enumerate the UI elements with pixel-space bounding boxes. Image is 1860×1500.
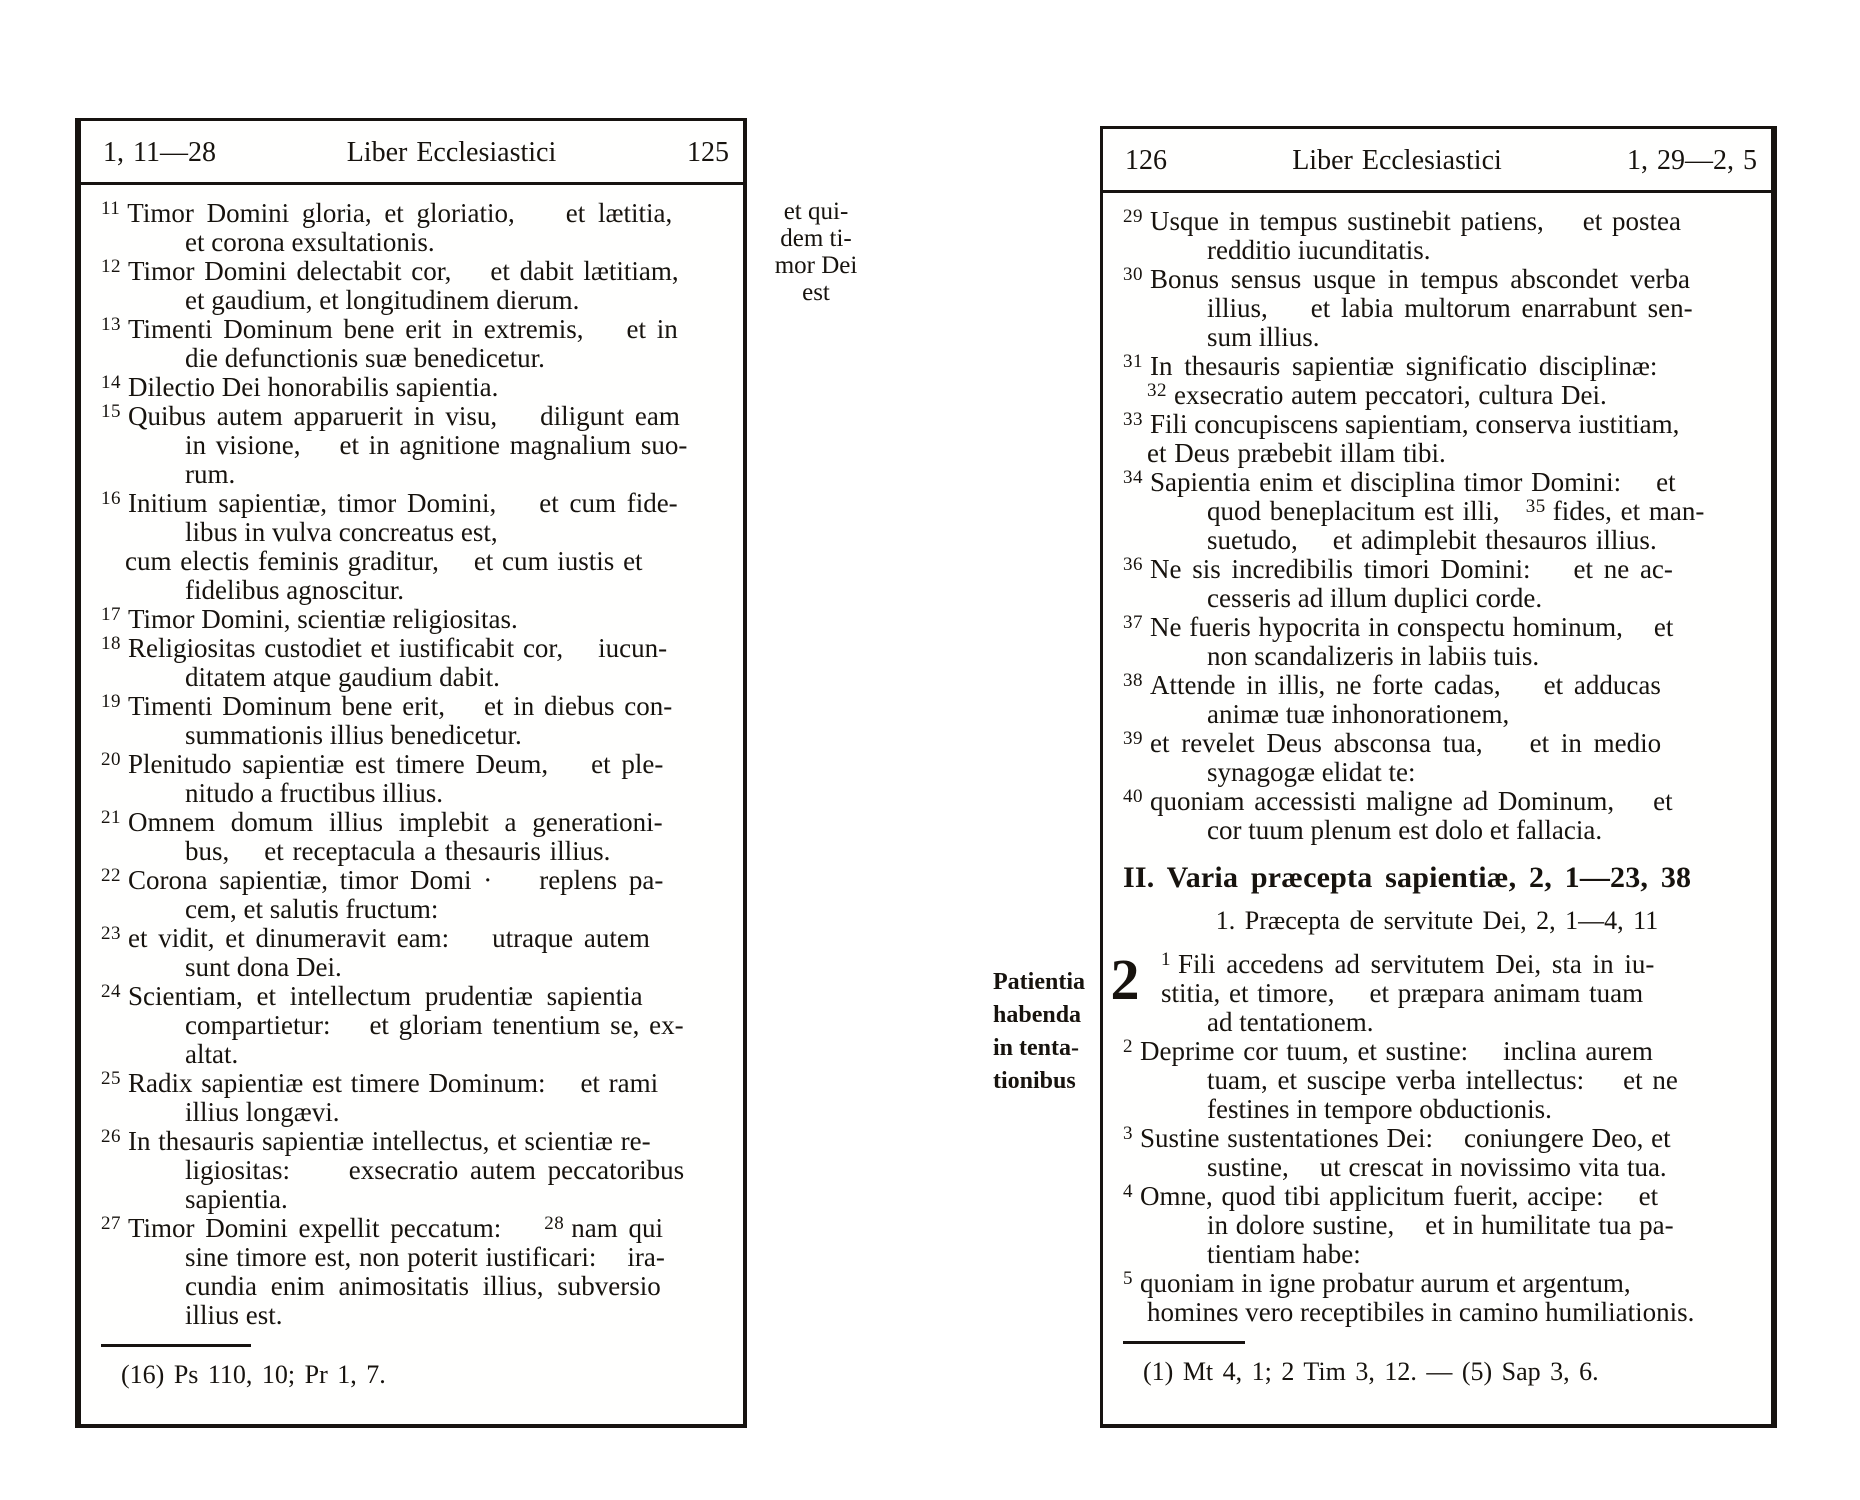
text-line: $^{36}$ Ne sis incredibilis timori Domini: et ne ac-	[1123, 554, 1673, 584]
text-line: $^{23}$ et vidit, et dinumeravit eam: utraque autem	[101, 923, 650, 953]
verse-number: 18	[101, 633, 121, 654]
verse-number: 39	[1123, 728, 1143, 749]
text-line: tuam, et suscipe verba intellectus: et ne	[1207, 1065, 1678, 1095]
text-line: $^{37}$ Ne fueris hypocrita in conspectu hominum, et	[1123, 612, 1674, 642]
text-line: illius longævi.	[185, 1097, 340, 1127]
right-footnote-rule	[1123, 1341, 1245, 1344]
verse-number: 25	[101, 1068, 121, 1089]
verse-number: 22	[101, 865, 121, 886]
text-line: cesseris ad illum duplici corde.	[1207, 583, 1543, 613]
text-line: $^{40}$ quoniam accessisti maligne ad Dominum, et	[1123, 786, 1673, 816]
verse-number: 20	[101, 749, 121, 770]
verse-number: 29	[1123, 206, 1143, 227]
text-line: sum illius.	[1207, 322, 1320, 352]
text-line: $^{29}$ Usque in tempus sustinebit patiens, et postea	[1123, 206, 1681, 236]
verse-number: 40	[1123, 786, 1143, 807]
verse-number: 34	[1123, 467, 1143, 488]
text-line: rum.	[185, 459, 236, 489]
chapter-2-block	[1103, 947, 1771, 1327]
text-line: tionibus	[993, 1068, 1076, 1094]
text-line: est	[802, 279, 830, 306]
right-page-header	[1103, 129, 1771, 193]
verse-number: 31	[1123, 351, 1143, 372]
verse-number: 23	[101, 923, 121, 944]
text-line: in dolore sustine, et in humilitate tua pa-	[1207, 1210, 1674, 1240]
text-line: $^{19}$ Timenti Dominum bene erit, et in diebus con-	[101, 691, 673, 721]
verse-number: 27	[101, 1213, 121, 1234]
text-line: $^{15}$ Quibus autem apparuerit in visu, diligunt eam	[101, 401, 680, 431]
text-line: $^{32}$ exsecratio autem peccatori, cultura Dei.	[1147, 380, 1607, 410]
verse-number: 36	[1123, 554, 1143, 575]
verse-number: 26	[101, 1126, 121, 1147]
text-line: stitia, et timore, et præpara animam tuam	[1161, 978, 1644, 1008]
verse-number: 21	[101, 807, 121, 828]
verse-number: 14	[101, 372, 121, 393]
verse-number: 38	[1123, 670, 1143, 691]
section-subheading: 1. Præcepta de servitute Dei, 2, 1—4, 11	[1215, 906, 1659, 935]
text-line: $^{30}$ Bonus sensus usque in tempus abscondet verba	[1123, 264, 1690, 294]
right-footnote: (1) Mt 4, 1; 2 Tim 3, 12. — (5) Sap 3, 6.	[1143, 1357, 1599, 1386]
text-line: redditio iucunditatis.	[1207, 235, 1431, 265]
verse-number: 4	[1123, 1181, 1133, 1202]
text-line: $^{33}$ Fili concupiscens sapientiam, conserva iustitiam,	[1123, 409, 1680, 439]
verse-number: 30	[1123, 264, 1143, 285]
text-line: cundia enim animositatis illius, subversio	[185, 1271, 661, 1301]
verse-number: 11	[101, 198, 121, 219]
verse-number: 24	[101, 981, 121, 1002]
text-line: quod beneplacitum est illi, $^{35}$ fides, et man-	[1207, 496, 1705, 526]
text-line: Patientia	[993, 969, 1085, 995]
text-line: in visione, et in agnitione magnalium suo-	[185, 430, 688, 460]
verse-number: 17	[101, 604, 121, 625]
right-page-body	[1103, 193, 1771, 845]
text-line: et corona exsultationis.	[185, 227, 435, 257]
text-line: animæ tuæ inhonorationem,	[1207, 699, 1510, 729]
verse-number: 16	[101, 488, 121, 509]
text-line: $^{18}$ Religiositas custodiet et iustificabit cor, iucun-	[101, 633, 668, 663]
text-line: $^{13}$ Timenti Dominum bene erit in extremis, et in	[101, 314, 678, 344]
verse-number: 19	[101, 691, 121, 712]
text-line: habenda	[993, 1002, 1082, 1028]
left-footnote-rule	[101, 1344, 251, 1347]
text-line: $^{16}$ Initium sapientiæ, timor Domini, et cum fide-	[101, 488, 678, 518]
text-line: nitudo a fructibus illius.	[185, 778, 443, 808]
chapter-number-dropcap: 2	[1110, 947, 1140, 1012]
left-page-number: 125	[687, 137, 729, 168]
text-line: libus in vulva concreatus est,	[185, 517, 498, 547]
right-page	[1100, 126, 1777, 1428]
text-line: $^{26}$ In thesauris sapientiæ intellectus, et scientiæ re-	[101, 1126, 651, 1156]
text-line: fidelibus agnoscitur.	[185, 575, 404, 605]
text-line: cor tuum plenum est dolo et fallacia.	[1207, 815, 1603, 845]
verse-number: 13	[101, 314, 121, 335]
text-line: ditatem atque gaudium dabit.	[185, 662, 500, 692]
text-line: compartietur: et gloriam tenentium se, ex-	[185, 1010, 684, 1040]
text-line: $^{20}$ Plenitudo sapientiæ est timere Deum, et ple-	[101, 749, 664, 779]
text-line: sine timore est, non poterit iustificari: ira-	[185, 1242, 665, 1272]
text-line: $^4$ Omne, quod tibi applicitum fuerit, accipe: et	[1123, 1181, 1659, 1211]
left-footnote: (16) Ps 110, 10; Pr 1, 7.	[121, 1360, 386, 1389]
text-line: sunt dona Dei.	[185, 952, 342, 982]
text-line: illius, et labia multorum enarrabunt sen-	[1207, 293, 1693, 323]
text-line: ligiositas: exsecratio autem peccatoribus	[185, 1155, 685, 1185]
text-line: $^{31}$ In thesauris sapientiæ significatio disciplinæ:	[1123, 351, 1658, 381]
text-line: $^{17}$ Timor Domini, scientiæ religiositas.	[101, 604, 518, 634]
text-line: $^{25}$ Radix sapientiæ est timere Dominum: et rami	[101, 1068, 659, 1098]
text-line: $^{21}$ Omnem domum illius implebit a generationi-	[101, 807, 663, 837]
text-line: et gaudium, et longitudinem dierum.	[185, 285, 580, 315]
verse-number: 3	[1123, 1123, 1133, 1144]
text-line: ad tentationem.	[1207, 1007, 1374, 1037]
verse-number: 33	[1123, 409, 1143, 430]
text-line: sapientia.	[185, 1184, 288, 1214]
text-line: bus, et receptacula a thesauris illius.	[185, 836, 611, 866]
verse-number: 12	[101, 256, 121, 277]
verse-number: 15	[101, 401, 121, 422]
left-page-body	[81, 185, 743, 1330]
text-line: dem ti-	[780, 225, 852, 252]
text-line: altat.	[185, 1039, 239, 1069]
text-line: $^2$ Deprime cor tuum, et sustine: inclina aurem	[1123, 1036, 1653, 1066]
text-line: $^1$ Fili accedens ad servitutem Dei, sta in iu-	[1161, 949, 1655, 979]
verse-number: 5	[1123, 1268, 1133, 1289]
text-line: suetudo, et adimplebit thesauros illius.	[1207, 525, 1657, 555]
text-line: $^{12}$ Timor Domini delectabit cor, et dabit lætitiam,	[101, 256, 679, 286]
verse-number: 35	[1525, 496, 1546, 517]
text-line: $^{34}$ Sapientia enim et disciplina timor Domini: et	[1123, 467, 1676, 497]
text-line: $^5$ quoniam in igne probatur aurum et argentum,	[1123, 1268, 1631, 1298]
left-page-header	[81, 121, 743, 185]
verse-number: 2	[1123, 1036, 1133, 1057]
text-line: $^3$ Sustine sustentationes Dei: coniungere Deo, et	[1123, 1123, 1671, 1153]
text-line: in tenta-	[993, 1035, 1079, 1061]
text-line: $^{14}$ Dilectio Dei honorabilis sapientia.	[101, 372, 499, 402]
text-line: et Deus præbebit illam tibi.	[1147, 438, 1446, 468]
text-line: $^{38}$ Attende in illis, ne forte cadas, et adducas	[1123, 670, 1661, 700]
text-line: cum electis feminis graditur, et cum iustis et	[125, 546, 643, 576]
text-line: $^{24}$ Scientiam, et intellectum prudentiæ sapientia	[101, 981, 643, 1011]
text-line: $^{22}$ Corona sapientiæ, timor Domi · replens pa-	[101, 865, 664, 895]
verse-number: 28	[544, 1213, 565, 1234]
verse-number: 32	[1147, 380, 1167, 401]
verse-number: 37	[1123, 612, 1143, 633]
text-line: summationis illius benedicetur.	[185, 720, 522, 750]
right-verse-range: 1, 29—2, 5	[1627, 145, 1757, 176]
verse-number: 1	[1161, 949, 1171, 970]
text-line: illius est.	[185, 1300, 283, 1330]
text-line: sustine, ut crescat in novissimo vita tua.	[1207, 1152, 1667, 1182]
text-line: synagogæ elidat te:	[1207, 757, 1416, 787]
text-line: festines in tempore obductionis.	[1207, 1094, 1552, 1124]
right-book-title: Liber Ecclesiastici	[1292, 145, 1502, 176]
text-line: $^{39}$ et revelet Deus absconsa tua, et in medio	[1123, 728, 1662, 758]
left-page	[75, 118, 747, 1428]
text-line: tientiam habe:	[1207, 1239, 1361, 1269]
left-verse-range: 1, 11—28	[103, 137, 216, 168]
text-line: et qui-	[783, 198, 849, 225]
section-heading: II. Varia præcepta sapientiæ, 2, 1—23, 38	[1123, 861, 1692, 894]
text-line: $^{27}$ Timor Domini expellit peccatum: $^{28}$ nam qui	[101, 1213, 663, 1243]
text-line: $^{11}$ Timor Domini gloria, et gloriatio, et lætitia,	[101, 198, 673, 228]
text-line: homines vero receptibiles in camino humiliationis.	[1147, 1297, 1695, 1327]
margin-note-timor-dei	[757, 198, 875, 306]
text-line: die defunctionis suæ benedicetur.	[185, 343, 545, 373]
text-line: non scandalizeris in labiis tuis.	[1207, 641, 1540, 671]
text-line: cem, et salutis fructum:	[185, 894, 439, 924]
text-line: mor Dei	[774, 252, 858, 279]
left-book-title: Liber Ecclesiastici	[346, 137, 557, 168]
right-page-number: 126	[1125, 145, 1167, 176]
chapter-2-body	[1103, 947, 1771, 1327]
